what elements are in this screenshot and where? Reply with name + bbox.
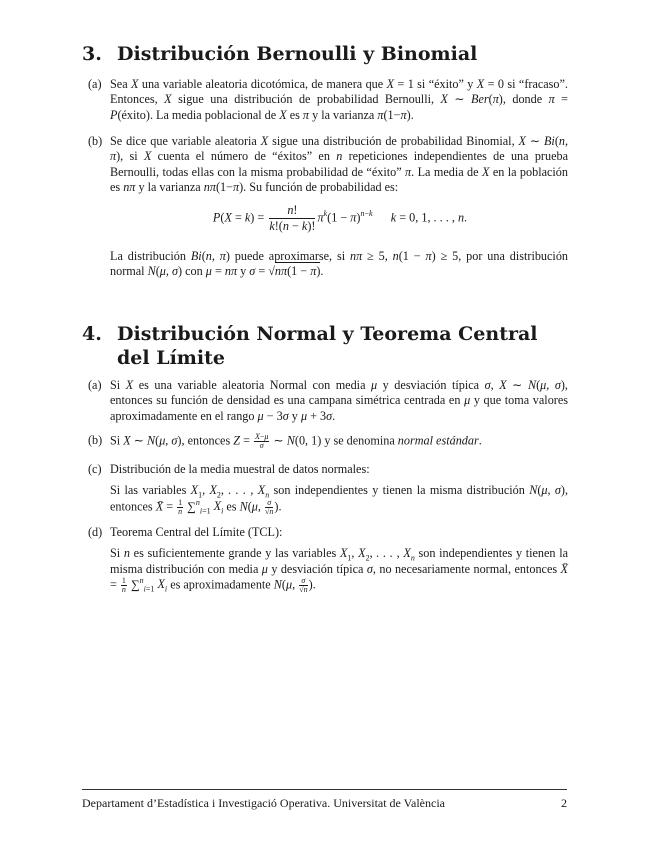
item-heading: Teorema Central del Límite (TCL): [110, 525, 283, 539]
item-text: Teorema Central del Límite (TCL): Si n es suficientemente grande y las variables $X_1$, $X_2$, . . . , $X_n$ son independientes y tienen la misma distribución con media μ y desviación típica σ, no necesariamente normal, entonces X̄ = $\frac{1}{n}$ ∑$^n_{i=1}$ $X_i$ es aproximadamente N(μ, $\frac{\sigma}{√n}$ ). [110, 525, 569, 594]
footer-institution: Departament d’Estadística i Investigació Operativa. Universitat de València [82, 796, 445, 810]
item-text: La distribución Bi(n, π) puede aproximarse, si nπ ≥ 5, n(1 − π) ≥ 5, por una distribución normal N(μ, σ) con μ = nπ y σ = √nπ(1 − π). [110, 249, 569, 279]
section-number: 4. [82, 323, 102, 345]
item-label: (c) [88, 462, 102, 476]
section-4-item-a [88, 378, 568, 424]
section-4-item-b [88, 433, 568, 450]
item-text: Distribución de la media muestral de datos normales: Si las variables $X_1$, $X_2$, . . . , $X_n$ son independientes y tienen la misma distribución N(μ, σ), entonces X̄ = $\frac{1}{n}$ ∑$^n_{i=1}$ $X_i$ es N(μ, $\frac{\sigma}{√n}$ ). [110, 462, 568, 516]
section-heading: Distribución Bernoulli y Binomial [117, 43, 478, 65]
item-text: Sea X una variable aleatoria dicotómica, de manera que X = 1 si “éxito” y X = 0 si “fracaso”. Entonces, X sigue una distribución de probabilidad Bernoulli, X ∼ Ber(π), donde π = P(éxito). La media poblacional de X es π y la varianza π(1−π). [110, 77, 569, 122]
item-text: Si X es una variable aleatoria Normal con media μ y desviación típica σ, X ∼ N(μ, σ), entonces su función de densidad es una campana simétrica centrada en μ y que toma valores aproximadamente en el rango μ − 3σ y μ + 3σ. [110, 378, 568, 423]
item-text: Se dice que variable aleatoria X sigue una distribución de probabilidad Binomial, X ∼ Bi(n, π), si X cuenta el número de “éxitos” en n repeticiones independientes de una prueba Bernoulli, todas ellas con la misma probabilidad de “éxito” π. La media de X en la población es nπ y la varianza nπ(1−π). Su función de probabilidad es: [110, 134, 569, 194]
footer-divider [82, 789, 567, 790]
item-label: (d) [88, 525, 103, 539]
item-label: (b) [88, 433, 103, 447]
section-4-item-c [88, 462, 568, 516]
item-label: (a) [88, 77, 102, 91]
section-3-item-b [88, 134, 568, 195]
binomial-pmf-equation: P(X = k) = $\frac{n!}{k!(n - k)!}$ $\pi^k(1 - \pi)^{n-k}$ k = 0, 1, . . . , n. [212, 203, 468, 233]
section-3-item-a [88, 77, 568, 123]
item-label: (b) [88, 134, 103, 148]
item-heading: Distribución de la media muestral de datos normales: [110, 462, 370, 476]
page-number: 2 [561, 796, 567, 810]
item-text: Si X ∼ N(μ, σ), entonces Z = $\frac{X-\mu}{\sigma}$ ∼ N(0, 1) y se denomina normal estándar. [110, 432, 482, 450]
section-4-item-d [88, 525, 568, 594]
section-heading: Distribución Normal y Teorema Central del Límite [117, 323, 538, 369]
section-number: 3. [82, 43, 102, 65]
item-label: (a) [88, 378, 102, 392]
section-3-item-b-note [88, 249, 568, 280]
